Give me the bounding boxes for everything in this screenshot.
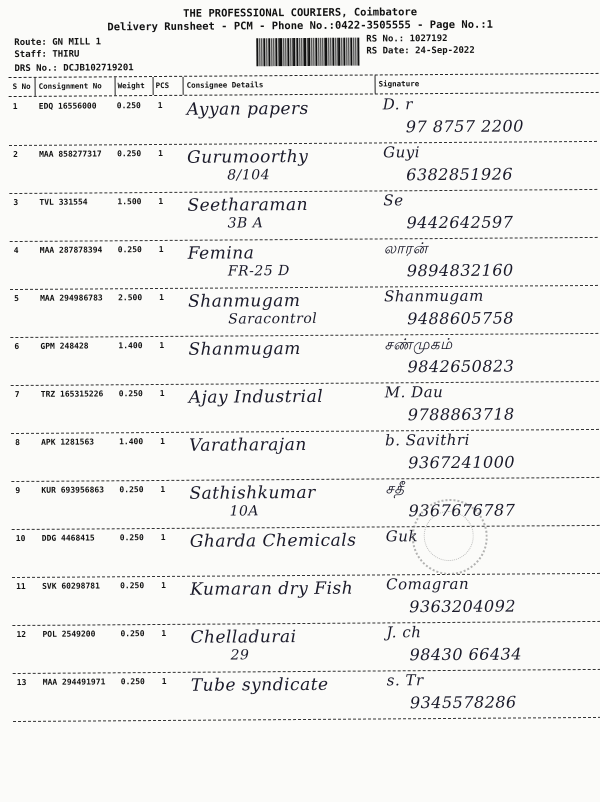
row-consignment-no: APK 1281563 [41, 437, 95, 447]
row-consignment-no: EDQ 16556000 [38, 101, 97, 111]
row-consignment-no: GPM 248428 [40, 341, 89, 351]
row-sno: 2 [13, 149, 18, 160]
row-signature: Se [383, 191, 404, 210]
row-phone: 6382851926 [406, 164, 514, 185]
table-row [4, 574, 600, 626]
document-subtitle: Delivery Runsheet - PCM - Phone No.:0422-3505555 - Page No.:1 [107, 18, 494, 34]
row-pcs: 1 [159, 340, 165, 350]
row-consignment-no: KUR 693956863 [41, 485, 105, 495]
row-consignee-detail: 8/104 [227, 167, 271, 184]
row-sno: 3 [13, 197, 19, 208]
row-consignee-detail: 29 [230, 647, 250, 664]
row-consignee-name: Shanmugam [188, 339, 301, 360]
table-row [3, 478, 600, 530]
row-consignee-name: Varatharajan [189, 434, 307, 456]
row-consignee-detail: Saracontrol [228, 310, 318, 328]
row-signature: சண்முகம் [384, 334, 453, 354]
table-row [4, 622, 600, 674]
row-consignment-no: SVK 60298781 [42, 581, 100, 591]
rs-date: RS Date: 24-Sep-2022 [366, 45, 475, 57]
row-consignee-name: Ayyan papers [186, 98, 309, 120]
delivery-stamp [411, 499, 488, 576]
row-consignee-name: Chelladurai [190, 627, 297, 648]
row-consignee [188, 243, 373, 280]
row-pcs: 1 [158, 148, 163, 158]
table-row [2, 286, 600, 338]
table-row [5, 670, 600, 722]
header-top-rule [9, 73, 599, 78]
row-consignee [190, 627, 375, 664]
row-phone: 97 8757 2200 [405, 116, 524, 137]
row-consignee [190, 531, 375, 550]
row-pcs: 1 [161, 580, 166, 590]
row-phone: 9367241000 [408, 452, 516, 473]
row-pcs: 1 [161, 676, 167, 686]
row-signature: Guk [385, 527, 419, 546]
row-consignee-name: Gurumoorthy [187, 146, 309, 168]
row-sno: 9 [15, 485, 21, 495]
row-pcs: 1 [160, 436, 165, 446]
row-consignment-no: MAA 294986783 [40, 293, 103, 303]
table-row [2, 334, 600, 386]
row-sno: 5 [14, 293, 19, 304]
table-row [3, 430, 600, 482]
row-consignee [189, 483, 374, 520]
row-phone: 98430 66434 [409, 644, 523, 665]
row-consignee [189, 435, 374, 454]
row-signature: சதீ [385, 479, 405, 498]
row-phone: 9367676787 [408, 500, 516, 521]
row-consignment-no: TVL 331554 [39, 197, 88, 207]
table-row [1, 94, 600, 146]
row-sno: 7 [14, 389, 20, 400]
drs-number: DRS No.: DCJB102719201 [14, 63, 134, 74]
col-divider [153, 77, 154, 95]
row-consignee-detail: 10A [229, 503, 260, 520]
row-sno: 12 [16, 629, 27, 639]
row-consignee-name: Tube syndicate [190, 674, 329, 696]
col-header-signature: Signature [378, 79, 420, 89]
col-divider [183, 77, 184, 95]
row-consignee-name: Kumaran dry Fish [190, 578, 354, 600]
table-row [1, 190, 600, 242]
row-consignee [187, 148, 372, 185]
row-pcs: 1 [159, 292, 164, 302]
col-header-consignment: Consignment No [38, 81, 102, 91]
row-consignee-name: Gharda Chemicals [189, 530, 357, 552]
row-signature: J. ch [386, 623, 422, 642]
row-consignment-no: DDG 4468415 [41, 533, 95, 543]
row-weight: 2.500 [118, 293, 143, 303]
row-signature: M. Dau [384, 383, 444, 402]
route-label: Route: GN MILL 1 [14, 37, 102, 48]
row-pcs: 1 [161, 628, 167, 638]
staff-label: Staff: THIRU [14, 49, 80, 60]
row-sno: 6 [14, 341, 20, 352]
row-weight: 0.250 [116, 101, 141, 111]
row-signature: Shanmugam [384, 286, 484, 306]
row-sno: 11 [16, 581, 26, 591]
document-title: THE PROFESSIONAL COURIERS, Coimbatore [183, 6, 418, 20]
row-sno: 4 [13, 245, 19, 256]
row-weight: 0.250 [120, 581, 145, 591]
row-phone: 9842650823 [407, 356, 515, 377]
row-phone: 9442642597 [406, 212, 514, 233]
row-sno: 1 [12, 101, 18, 112]
row-consignee-name: Seetharaman [187, 194, 309, 216]
row-consignee-name: Ajay Industrial [188, 386, 324, 408]
row-sno: 10 [15, 533, 26, 543]
row-phone: 9488605758 [407, 308, 515, 329]
row-signature: b. Savithri [385, 430, 470, 450]
row-phone: 9894832160 [406, 260, 514, 281]
row-weight: 0.250 [120, 629, 145, 639]
row-consignee [190, 579, 375, 598]
row-weight: 0.250 [120, 677, 145, 687]
row-weight: 1.400 [118, 341, 143, 351]
row-consignment-no: MAA 287878394 [39, 245, 103, 255]
row-pcs: 1 [157, 100, 163, 110]
table-row [4, 526, 600, 578]
row-phone: 9345578286 [409, 692, 517, 713]
table-row [2, 238, 600, 290]
col-header-weight: Weight [117, 81, 145, 91]
col-header-consignee: Consignee Details [186, 80, 264, 90]
col-divider [35, 78, 36, 96]
row-consignee [188, 339, 373, 358]
row-signature: Comagran [386, 574, 470, 594]
table-row [3, 382, 600, 434]
row-weight: 1.500 [117, 197, 142, 207]
row-signature: லாரன் [383, 239, 428, 258]
row-pcs: 1 [159, 388, 165, 398]
row-pcs: 1 [158, 244, 164, 254]
row-phone: 9788863718 [407, 404, 515, 425]
row-pcs: 1 [160, 532, 166, 542]
row-consignee-name: Shanmugam [188, 291, 301, 312]
row-signature: D. r [382, 95, 413, 114]
col-divider [115, 77, 116, 95]
row-separator [13, 717, 600, 722]
row-pcs: 1 [160, 484, 166, 494]
col-header-pcs: PCS [155, 80, 170, 91]
row-sno: 13 [16, 677, 27, 687]
rs-number: RS No.: 1027192 [366, 33, 448, 45]
row-pcs: 1 [158, 196, 164, 206]
row-consignee [191, 675, 376, 694]
row-sno: 8 [15, 437, 20, 447]
row-consignment-no: POL 2549200 [42, 629, 96, 639]
row-consignment-no: TRZ 165315226 [40, 389, 104, 399]
row-weight: 1.400 [119, 437, 144, 447]
row-phone: 9363204092 [409, 596, 517, 617]
row-consignee-name: Sathishkumar [189, 482, 316, 504]
row-weight: 0.250 [119, 485, 144, 495]
row-consignment-no: MAA 294491971 [42, 677, 106, 687]
table-row [1, 142, 600, 194]
col-divider [375, 75, 376, 93]
row-consignee [187, 195, 372, 232]
row-weight: 0.250 [118, 389, 143, 399]
row-consignee [189, 387, 374, 406]
row-consignee-name: Femina [187, 243, 255, 264]
row-signature: Guyi [383, 143, 421, 162]
row-consignee [188, 291, 373, 328]
row-consignee-detail: FR-25 D [227, 263, 290, 280]
row-signature: s. Tr [386, 671, 424, 690]
barcode [256, 38, 360, 67]
row-weight: 0.250 [117, 149, 142, 159]
col-header-sno: S No [12, 81, 31, 92]
row-consignee-detail: 3B A [227, 215, 264, 232]
row-consignee [187, 100, 372, 119]
row-consignment-no: MAA 858277317 [39, 149, 102, 159]
row-weight: 0.250 [117, 245, 142, 255]
row-weight: 0.250 [119, 533, 144, 543]
